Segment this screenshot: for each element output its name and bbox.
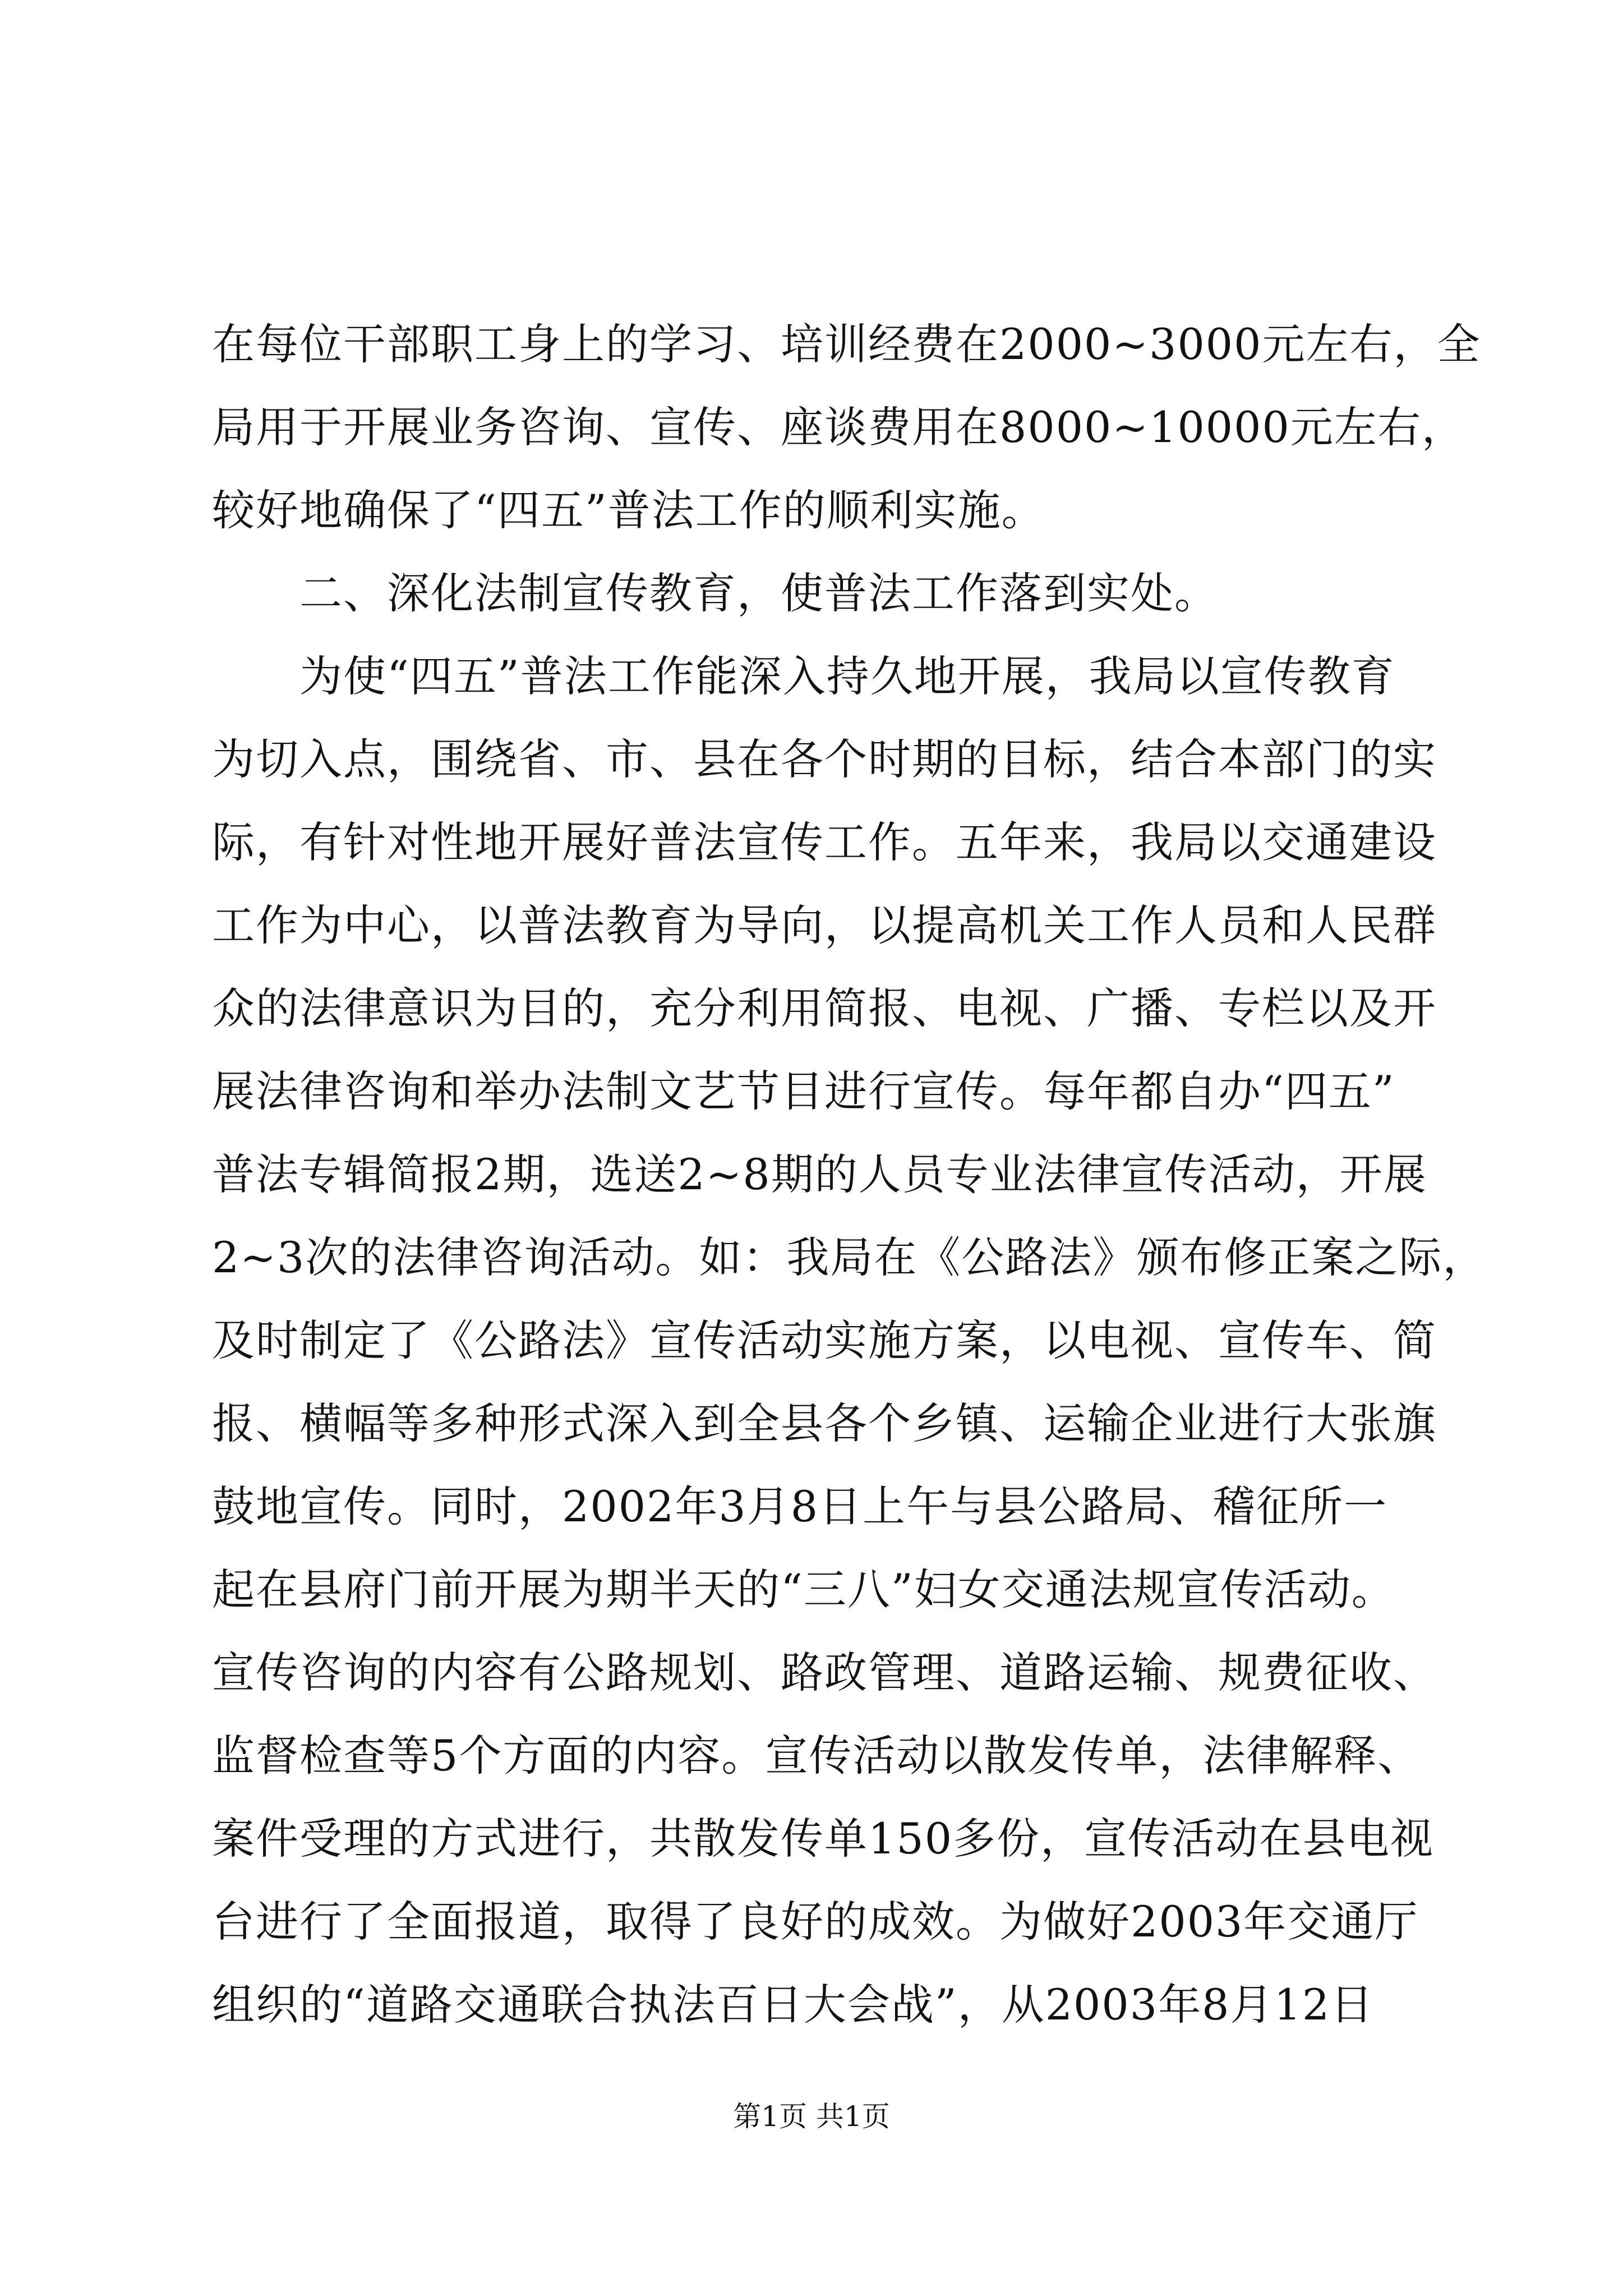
text-line: 2~3次的法律咨询活动。如：我局在《公路法》颁布修正案之际， [212, 1232, 1487, 1282]
text-line: 局用于开展业务咨询、宣传、座谈费用在8000~10000元左右， [212, 402, 1465, 452]
text-line: 工作为中心，以普法教育为导向，以提高机关工作人员和人民群 [212, 900, 1437, 950]
text-line: 展法律咨询和举办法制文艺节目进行宣传。每年都自办“四五” [212, 1066, 1395, 1116]
text-line: 台进行了全面报道，取得了良好的成效。为做好2003年交通厅 [212, 1897, 1419, 1947]
text-line: 较好地确保了“四五”普法工作的顺利实施。 [212, 485, 1045, 535]
page-number: 第1页 共1页 [733, 2100, 890, 2133]
text-line: 普法专辑简报2期，选送2~8期的人员专业法律宣传活动，开展 [212, 1149, 1427, 1199]
text-line: 众的法律意识为目的，充分利用简报、电视、广播、专栏以及开 [212, 983, 1437, 1033]
page-footer [0, 2097, 1623, 2136]
text-line: 起在县府门前开展为期半天的“三八”妇女交通法规宣传活动。 [212, 1565, 1395, 1614]
section-heading: 二、深化法制宣传教育，使普法工作落到实处。 [212, 568, 1218, 618]
text-line: 鼓地宣传。同时，2002年3月8日上午与县公路局、稽征所一 [212, 1481, 1388, 1531]
document-body [212, 303, 1487, 2046]
text-line: 为切入点，围绕省、市、县在各个时期的目标，结合本部门的实 [212, 734, 1437, 784]
text-line: 监督检查等5个方面的内容。宣传活动以散发传单，法律解释、 [212, 1731, 1422, 1780]
text-line: 及时制定了《公路法》宣传活动实施方案，以电视、宣传车、简 [212, 1315, 1437, 1365]
text-line: 宣传咨询的内容有公路规划、路政管理、道路运输、规费征收、 [212, 1648, 1437, 1697]
text-line: 际，有针对性地开展好普法宣传工作。五年来，我局以交通建设 [212, 817, 1437, 867]
text-line: 报、横幅等多种形式深入到全县各个乡镇、运输企业进行大张旗 [212, 1398, 1437, 1448]
text-line: 案件受理的方式进行，共散发传单150多份，宣传活动在县电视 [212, 1814, 1435, 1864]
text-line: 为使“四五”普法工作能深入持久地开展，我局以宣传教育 [212, 651, 1395, 701]
text-line: 在每位干部职工身上的学习、培训经费在2000~3000元左右，全 [212, 319, 1481, 369]
text-line: 组织的“道路交通联合执法百日大会战”，从2003年8月12日 [212, 1980, 1375, 2030]
